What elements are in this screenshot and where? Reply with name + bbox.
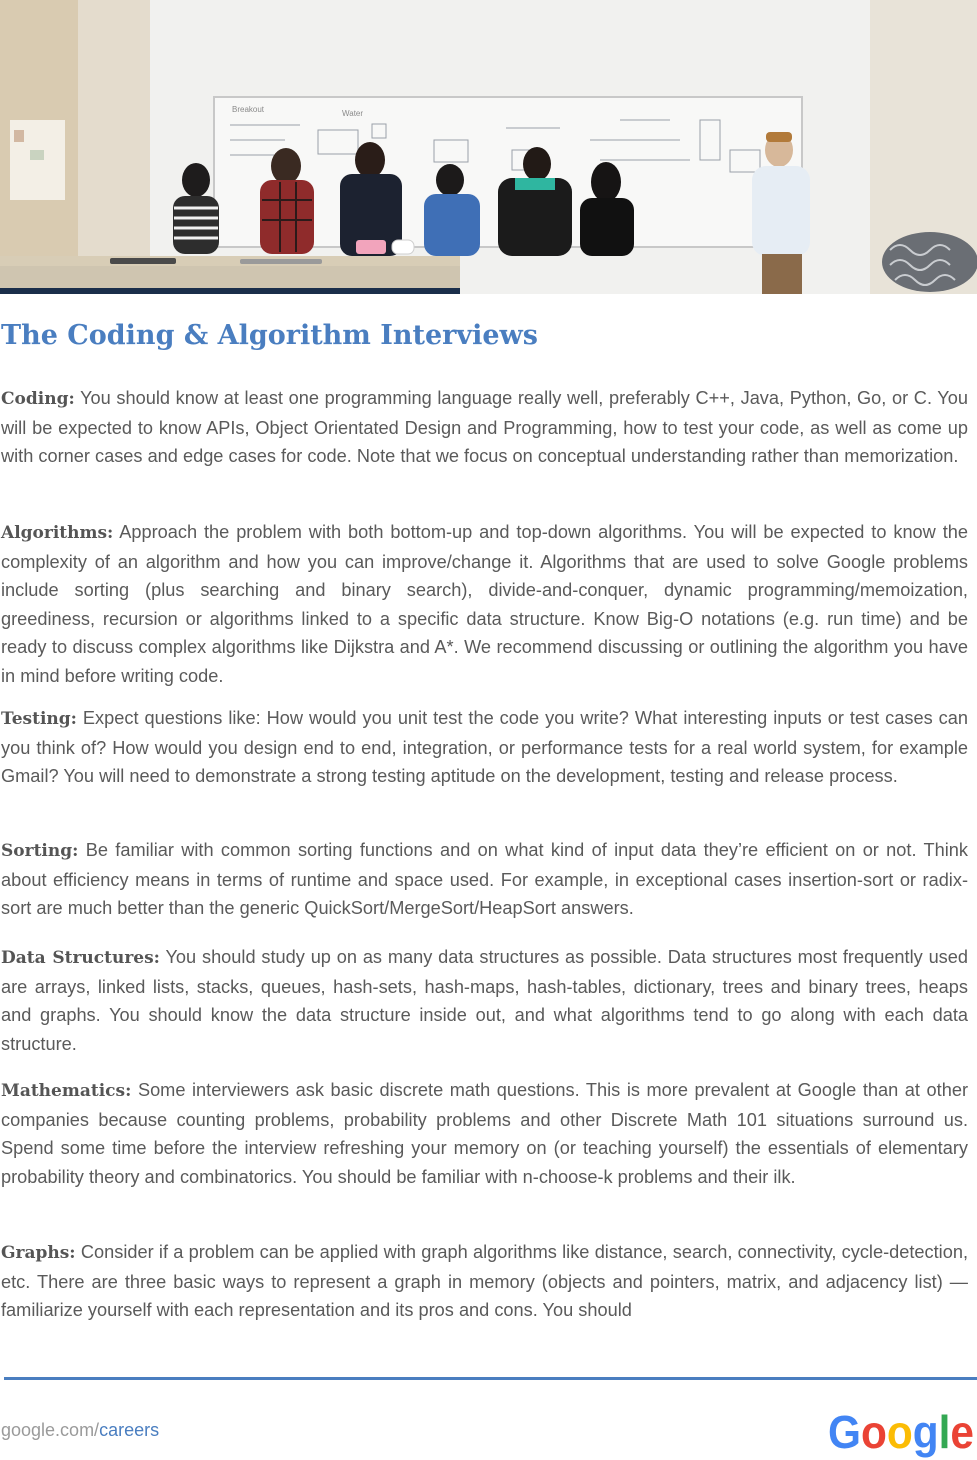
google-logo-icon: [828, 1404, 976, 1460]
whiteboard-photo-icon: [0, 0, 977, 294]
google-logo-letter: G: [828, 1406, 864, 1458]
google-logo-text: [828, 1406, 974, 1458]
text-data-structures: You should study up on as many data structures as possible. Data structures most frequently used are arrays, linked lists, stacks, queues, hash-sets, hash-maps, hash-tables, dictionary, trees and binary trees, heaps and graphs. You should know the data structure inside out, and what algorithms tend to go along with each data structure.: [1, 947, 969, 1054]
text-testing: Expect questions like: How would you unit test the code you write? What interesting inputs or test cases can you think of? How would you design end to end, integration, or performance tests for a real world system, for example Gmail? You will need to demonstrate a strong testing aptitude on the development, testing and release process.: [1, 708, 968, 787]
paragraph-testing: [1, 704, 968, 791]
lead-sorting: Sorting:: [1, 841, 79, 861]
lead-data-structures: Data Structures:: [1, 948, 160, 968]
page-title: The Coding & Algorithm Interviews: [1, 320, 538, 351]
text-algorithms: Approach the problem with both bottom-up and top-down algorithms. You will be expected to know the complexity of an algorithm and how you can improve/change it. Algorithms that are used to solve Google problems include sorting (plus searching and binary search), divide-and-conquer, dynamic programming/memoization, greediness, recursion or algorithms linked to a specific data structure. Know Big-O notations (e.g. run time) and be ready to discuss complex algorithms like Dijkstra and A*. We recommend discussing or outlining the algorithm you have in mind before writing code.: [1, 522, 968, 686]
footer-path: careers: [99, 1420, 160, 1440]
lead-algorithms: Algorithms:: [1, 523, 114, 543]
paragraph-sorting: [1, 836, 968, 923]
whiteboard-header-1: Breakout: [232, 105, 265, 114]
lead-coding: Coding:: [1, 389, 75, 409]
paragraph-algorithms: [1, 518, 968, 691]
paragraph-data-structures: [1, 943, 968, 1058]
paragraph-coding: [1, 384, 968, 471]
lead-graphs: Graphs:: [1, 1243, 76, 1263]
google-logo-letter: e: [950, 1406, 976, 1458]
whiteboard-header-2: Water: [342, 109, 364, 118]
text-sorting: Be familiar with common sorting functions and on what kind of input data they’re efficient on or not. Think about efficiency means in terms of runtime and space used. For example, in exceptional cases insertion-sort or radix-sort are much better than the generic QuickSort/MergeSort/HeapSort answers.: [1, 840, 968, 919]
google-logo-letter: g: [912, 1406, 941, 1458]
text-coding: You should know at least one programming language really well, preferably C++, Java, Python, Go, or C. You will be expected to know APIs, Object Orientated Design and Programming, how to test your code, as well as come up with corner cases and edge cases for code. Note that we focus on conceptual understanding rather than memorization.: [1, 388, 968, 467]
google-logo-letter: o: [886, 1406, 915, 1458]
lead-mathematics: Mathematics:: [1, 1081, 132, 1101]
text-graphs: Consider if a problem can be applied with graph algorithms like distance, search, connectivity, cycle-detection, etc. There are three basic ways to represent a graph in memory (objects and pointers, matrix, and adjacency list) — familiarize yourself with each representation and its pros and cons. You should: [1, 1242, 968, 1321]
footer-divider: [4, 1377, 977, 1380]
paragraph-graphs: [1, 1238, 968, 1325]
lead-testing: Testing:: [1, 709, 77, 729]
paragraph-mathematics: [1, 1076, 968, 1191]
hero-photo: [0, 0, 977, 294]
text-mathematics: Some interviewers ask basic discrete math questions. This is more prevalent at Google than at other companies because counting problems, probability problems and other Discrete Math 101 situations surround us. Spend some time before the interview refreshing your memory on (or teaching yourself) the essentials of elementary probability theory and combinatorics. You should be familiar with n-choose-k problems and their ilk.: [1, 1080, 968, 1187]
footer-domain: google.com/: [1, 1420, 100, 1440]
google-logo-letter: o: [860, 1406, 890, 1458]
google-logo-letter: l: [938, 1406, 952, 1458]
careers-link[interactable]: [1, 1420, 159, 1441]
